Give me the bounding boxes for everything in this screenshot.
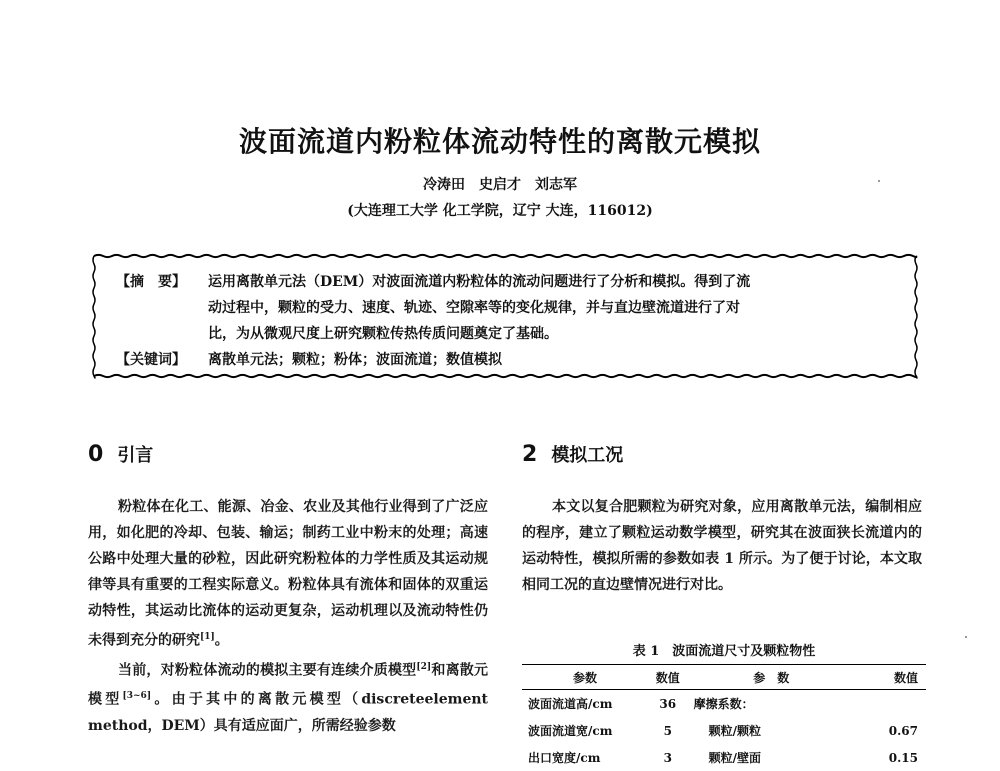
- table-cell: 0.67: [888, 723, 918, 738]
- intro-paragraph-2: [88, 654, 488, 739]
- sim-paragraph: [522, 494, 922, 598]
- section-2-title: 模拟工况: [551, 445, 624, 466]
- intro-p1-line: 了广泛应用，如化肥的冷却、包装、输运；制药工业中: [88, 499, 489, 541]
- intro-p2-text: 当前，对粉粒体流动的模拟主要有连续介质模型: [118, 662, 417, 679]
- table-header-row: [522, 665, 926, 690]
- table-cell: 波面流道高/cm: [528, 697, 613, 711]
- paper-title: 波面流道内粉粒体流动特性的离散元模拟: [238, 125, 761, 158]
- intro-p1-line: 义。粉粒体具有流体和固体的双重运动特性，其运动比: [88, 577, 489, 619]
- table-cell: 0.15: [888, 750, 918, 765]
- table-cell: 出口宽度/cm: [528, 751, 601, 765]
- section-0-number: 0: [88, 442, 104, 467]
- section-2-number: 2: [522, 442, 538, 467]
- table-cell: 摩擦系数：: [693, 697, 754, 711]
- authors: 冷涛田 史启才 刘志军: [423, 177, 577, 193]
- table-caption: 表 1 波面流道尺寸及颗粒物性: [632, 644, 816, 659]
- sim-line: 编制相应的程序，建立了颗粒运动数学模型，研究其在: [522, 499, 923, 541]
- abstract-box: [90, 250, 920, 382]
- section-0-heading: [88, 440, 488, 480]
- intro-p1-line: 粉粒体在化工、能源、冶金、农业及其他行业得到: [118, 499, 432, 515]
- table-cell: 颗粒/颗粒: [708, 724, 761, 738]
- keywords-text: 离散单元法；颗粒；粉体；波面流道；数值模拟: [208, 352, 502, 368]
- table-cell: [850, 690, 926, 718]
- sim-line: 波面狭长流道内的运动特性，模拟所需的参数如表 1 所: [522, 525, 923, 567]
- abstract-line-1: 运用离散单元法（DEM）对波面流道内粉粒体的流动问题进行了分析和模拟。得到了流: [208, 274, 751, 290]
- scan-speck: [965, 636, 967, 638]
- parameters-table: [522, 664, 926, 771]
- intro-p2-text: 。由于其中的离散元模型（discrete: [151, 691, 425, 708]
- table-cell: 颗粒/壁面: [708, 751, 761, 765]
- intro-p1-line: 粉末的处理；高速公路中处理大量的砂粒，因此研究粉: [88, 525, 489, 567]
- affiliation: (大连理工大学 化工学院，辽宁 大连，116012): [347, 203, 653, 219]
- citation-ref: [3~6]: [122, 691, 152, 702]
- intro-p2-text: element method，DEM）具有适应面广，所需经验参数: [88, 691, 489, 734]
- left-column: [88, 440, 488, 739]
- table-header: 参数: [522, 665, 643, 690]
- table-cell: 36: [659, 696, 677, 711]
- table-header: 参 数: [693, 665, 850, 690]
- intro-p1-line: 粒体的力学性质及其运动规律等具有重要的工程实际意: [88, 551, 489, 593]
- sim-line: 对比。: [690, 577, 732, 593]
- intro-p1-line: 分的研究: [144, 632, 200, 649]
- sim-line: 本文以复合肥颗粒为研究对象，应用离散单元法，: [552, 499, 866, 515]
- table-cell: 3: [663, 750, 672, 765]
- citation-ref: [1]: [200, 632, 215, 642]
- table-row: [522, 690, 926, 718]
- intro-p2-text: 和离散元模型: [88, 662, 489, 708]
- abstract-line-2: 动过程中，颗粒的受力、速度、轨迹、空隙率等的变化规律，并与直边壁流道进行了对: [208, 300, 740, 316]
- abstract-label: 【摘 要】: [116, 274, 186, 290]
- table-header: 数值: [643, 665, 693, 690]
- table-row: [522, 717, 926, 744]
- intro-paragraph-1: [88, 494, 488, 654]
- table-header: 数值: [850, 665, 926, 690]
- sim-line: 示。为了便于讨论，本文取相同工况的直边壁情况进行: [522, 551, 922, 593]
- keywords-label: 【关键词】: [116, 352, 186, 368]
- intro-p1-line: 流体的运动更复杂，运动机理以及流动特性仍未得到充: [88, 603, 489, 649]
- citation-ref: [2]: [416, 661, 432, 672]
- table-cell: 波面流道宽/cm: [528, 724, 613, 738]
- abstract-line-3: 比，为从微观尺度上研究颗粒传热传质问题奠定了基础。: [208, 326, 558, 342]
- table-cell: 5: [663, 723, 672, 738]
- section-0-title: 引言: [117, 445, 154, 466]
- section-2-heading: [522, 440, 922, 480]
- right-column: [522, 440, 922, 598]
- table-row: [522, 744, 926, 771]
- intro-p1-end: 。: [214, 632, 229, 649]
- scan-speck: [878, 180, 880, 182]
